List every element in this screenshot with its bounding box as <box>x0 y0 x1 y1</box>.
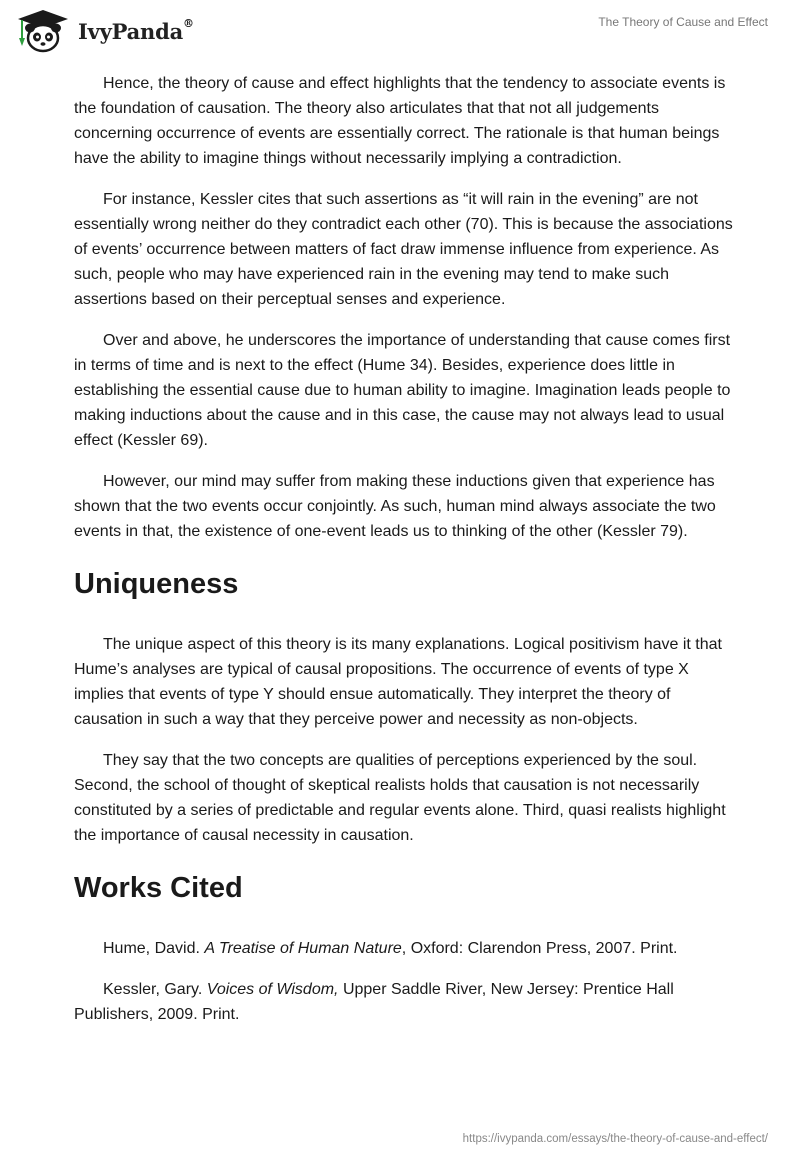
citation-title: Voices of Wisdom, <box>206 981 339 998</box>
panda-graduate-icon <box>14 8 72 54</box>
section-heading-uniqueness: Uniqueness <box>74 568 239 600</box>
citation-author: Kessler, Gary. <box>103 981 203 998</box>
paragraph: They say that the two concepts are qualities of perceptions experienced by the soul. Second, the school of thought of skeptical realists holds that causation is not necessarily constituted by a series of predictable and regular events alone. Third, quasi realists highlight the importance of causal necessity in causation. <box>74 752 726 844</box>
source-url[interactable]: https://ivypanda.com/essays/the-theory-of-cause-and-effect/ <box>462 1133 768 1145</box>
citation-author: Hume, David. <box>103 940 200 957</box>
paragraph: However, our mind may suffer from making these inductions given that experience has shown that the two events occur conjointly. As such, human mind always associate the two events in that, the existence of one-event leads us to thinking of the other (Kessler 79). <box>74 473 716 540</box>
ivypanda-logo[interactable] <box>14 8 194 54</box>
citation-entry <box>74 977 734 1027</box>
citation-details: , Oxford: Clarendon Press, 2007. Print. <box>401 940 678 957</box>
paragraph: Hence, the theory of cause and effect highlights that the tendency to associate events is the foundation of causation. The theory also articulates that that not all judgements concerning occurrence of events are essentially correct. The rationale is that human beings have the ability to imagine things without necessarily implying a contradiction. <box>74 75 726 167</box>
logo-wordmark: IvyPanda® <box>78 16 194 44</box>
essay-body <box>74 71 734 1043</box>
paragraph: The unique aspect of this theory is its many explanations. Logical positivism have it that Hume’s analyses are typical of causal propositions. The occurrence of events of type X implies that events of type Y should ensue automatically. They interpret the theory of causation in such a way that they perceive power and necessity as non-objects. <box>74 636 722 728</box>
paragraph: Over and above, he underscores the importance of understanding that cause comes first in terms of time and is next to the effect (Hume 34). Besides, experience does little in establishing the essential cause due to human ability to imagine. Imagination leads people to making inductions about the cause and in this case, the cause may not always lead to usual effect (Kessler 69). <box>74 332 731 449</box>
paragraph: For instance, Kessler cites that such assertions as “it will rain in the evening” are not essentially wrong neither do they contradict each other (70). This is because the associations of events’ occurrence between matters of fact draw immense influence from experience. As such, people who may have experienced rain in the evening may tend to make such assertions based on their perceptual senses and experience. <box>74 191 733 308</box>
page-header <box>0 0 800 60</box>
section-heading-works-cited: Works Cited <box>74 872 243 904</box>
document-title: The Theory of Cause and Effect <box>598 15 768 29</box>
citation-entry <box>74 936 734 961</box>
citation-details: Upper Saddle River, New Jersey: Prentice Hall Publishers, 2009. Print. <box>74 981 674 1023</box>
citation-title: A Treatise of Human Nature <box>204 940 402 957</box>
